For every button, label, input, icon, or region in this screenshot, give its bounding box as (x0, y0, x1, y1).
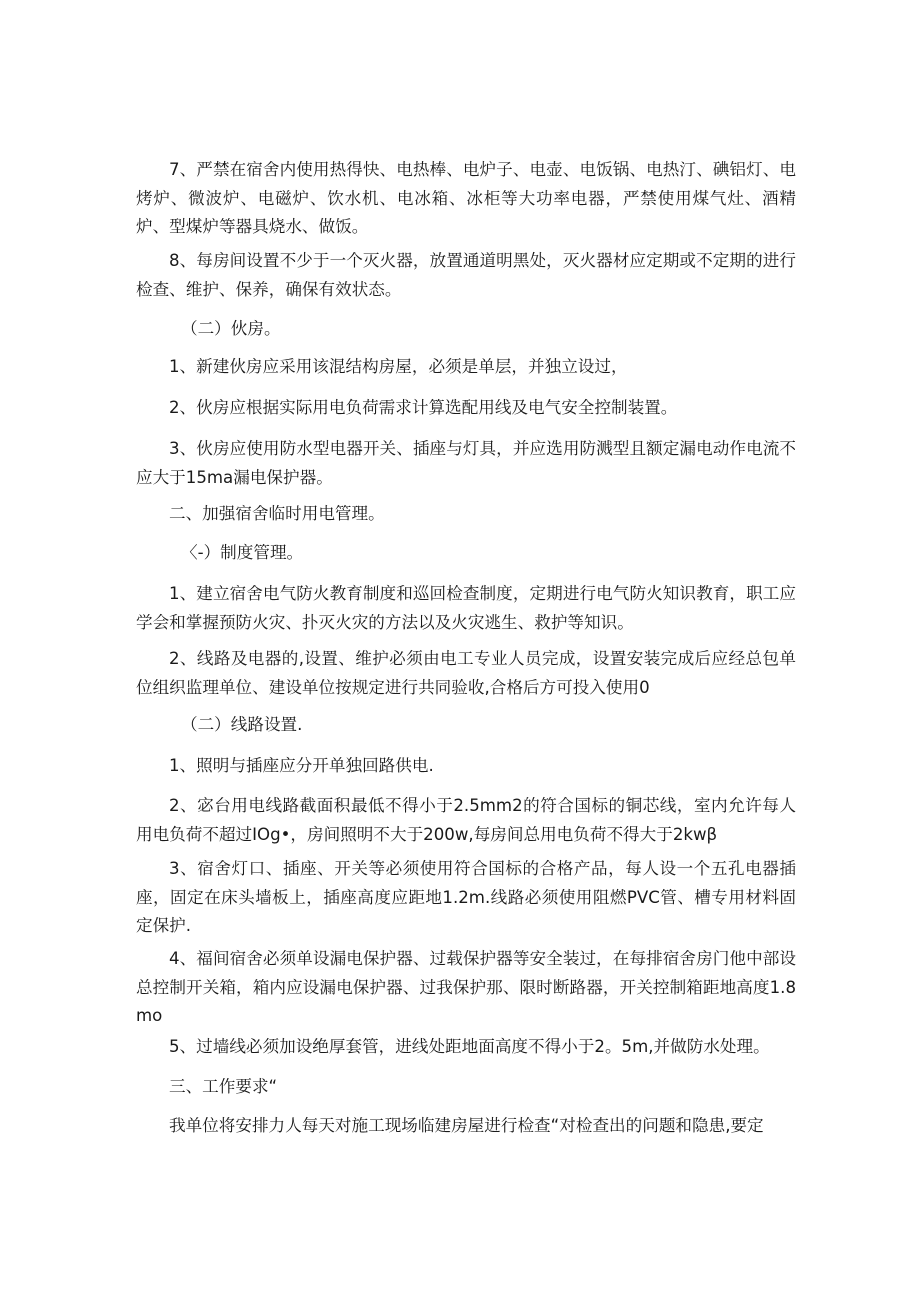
paragraph-item-8: 8、每房间设置不少于一个灭火器，放置通道明黑处，灭火器材应定期或不定期的进行检查、维护、保养，确保有效状态。 (136, 251, 796, 299)
section-heading-wiring: （二）线路设置. (181, 715, 303, 734)
paragraph-wiring-4: 4、福间宿舍必须单设漏电保护器、过载保护器等安全装过，在每排宿舍房门他中部设总控制开关箱，箱内应设漏电保护器、过我保护那、限时断路器，开关控制箱距地高度1.8mo (136, 949, 796, 1025)
section-heading-system-management: 〈-）制度管理。 (181, 543, 304, 562)
paragraph-wiring-3: 3、宿舍灯口、插座、开关等必须使用符合国标的合格产品，每人设一个五孔电器插座，固定在床头墙板上，插座高度应距地1.2m.线路必须使用阻燃PVC管、槽专用材料固定保护. (136, 859, 796, 935)
paragraph-system-1: 1、建立宿舍电气防火教育制度和巡回检查制度，定期进行电气防火知识教育，职工应学会和掌握预防火灾、扑灭火灾的方法以及火灾逃生、救护等知识。 (136, 584, 796, 632)
paragraph-wiring-1: 1、照明与插座应分开单独回路供电. (169, 756, 434, 775)
paragraph-kitchen-2: 2、伙房应根据实际用电负荷需求计算选配用线及电气安全控制装置。 (169, 398, 678, 417)
paragraph-kitchen-1: 1、新建伙房应采用该混结构房屋，必须是单层，并独立设过， (169, 357, 628, 376)
section-heading-3: 三、工作要求“ (169, 1077, 278, 1096)
paragraph-item-7: 7、严禁在宿舍内使用热得快、电热棒、电炉子、电壶、电饭锅、电热汀、碘铝灯、电烤炉、微波炉、电磁炉、饮水机、电冰箱、冰柜等大功率电器，严禁使用煤气灶、酒精炉、型煤炉等器具烧水、做饭。 (136, 160, 796, 236)
paragraph-kitchen-3: 3、伙房应使用防水型电器开关、插座与灯具，并应选用防溅型且额定漏电动作电流不应大于15ma漏电保护器。 (136, 439, 796, 487)
paragraph-work-requirements: 我单位将安排力人每天对施工现场临建房屋进行检查“对检查出的问题和隐患,要定 (169, 1116, 764, 1135)
paragraph-system-2: 2、线路及电器的,设置、维护必须由电工专业人员完成，设置安装完成后应经总包单位组织监理单位、建设单位按规定进行共同验收,合格后方可投入使用0 (136, 649, 796, 697)
paragraph-wiring-2: 2、宓台用电线路截面积最低不得小于2.5mm2的符合国标的铜芯线，室内允许每人用电负荷不超过IOg•，房间照明不大于200w,每房间总用电负荷不得大于2kwβ (136, 796, 796, 844)
paragraph-wiring-5: 5、过墙线必须加设绝厚套管，进线处距地面高度不得小于2。5m,并做防水处理。 (169, 1037, 770, 1056)
section-heading-kitchen: （二）伙房。 (181, 319, 281, 338)
section-heading-2: 二、加强宿舍临时用电管理。 (169, 504, 385, 523)
